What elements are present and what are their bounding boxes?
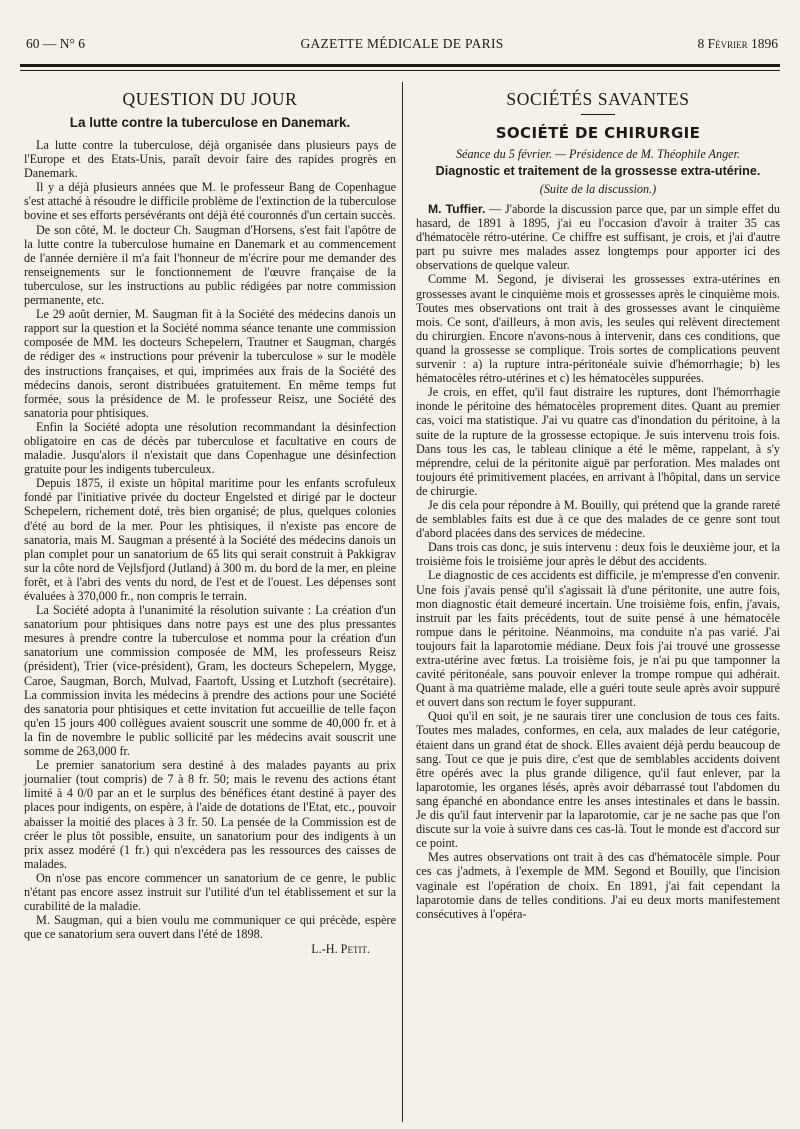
paragraph: Il y a déjà plusieurs années que M. le professeur Bang de Copenhague s'est attaché à résoudre le difficile problème de l'extinction de la tuberculose bovine et ses efforts persévérants ont déjà été couronnés d'un certain succès. bbox=[24, 180, 396, 223]
page-number: 60 — N° 6 bbox=[26, 36, 86, 51]
discussion-topic: Diagnostic et traitement de la grossesse extra-utérine. bbox=[435, 164, 761, 178]
paragraph: Le premier sanatorium sera destiné à des malades payants au prix journalier (tout compris) de 7 à 8 fr. 50; mais le revenu des actions étant limité à 4 0/0 par an et le surplus des bénéfices étant destiné à payer des places pour indigents, on espère, à l'aide de dotations de l'Etat, etc., pouvoir abaisser la moitié des places à 3 fr. 50. La pensée de la Commission est de créer le plus tôt possible, ensuite, un sanatorium pour des indigents à un prix assez modéré (1 fr.) qui n'excédera pas les ressources des caisses de malades. bbox=[24, 758, 396, 871]
paragraph: Je crois, en effet, qu'il faut distraire les ruptures, dont l'hémorrhagie inonde le péritoine des hématocèles proprement dites. Quant au premier cas, voici ma statistique. J'ai vu quatre cas d'inondation du péritoine, à la suite de la rupture de la grossesse ectopique. Je suis intervenu trois fois. Dans tous les cas, le tableau clinique a été le même, rappelant, à s'y méprendre, celui de la péritonite aiguë par perforation. Mes malades ont toujours été primitivement placées, en arrivant à l'hôpital, dans un service de chirurgie. bbox=[416, 385, 780, 498]
right-column bbox=[416, 86, 780, 921]
journal-title: GAZETTE MÉDICALE DE PARIS bbox=[300, 36, 504, 51]
paragraph: La Société adopta à l'unanimité la résolution suivante : La création d'un sanatorium pour phtisiques dans notre pays est une des plus pressantes mesures à prendre contre la tuberculose et nomma pour la création d'un sanatorium une commission composée de MM, les professeurs Reisz (président), Trier (vice-président), Gram, les docteurs Schepelern, Mygge, Caroe, Saugman, Borch, Mulvad, Faartoft, Ussing et Lutzhoft (secrétaire). La commission invita les médecins à prendre des actions pour une Société des sanatoria pour phtisiques et cette invitation fut accueillie de telle façon qu'en 15 jours 400 collègues avaient souscrit une somme de 40,000 fr. et à la fin de novembre le public sollicité par les médecins avait souscrit une somme de 263,000 fr. bbox=[24, 603, 396, 759]
section-title-societes-savantes: SOCIÉTÉS SAVANTES bbox=[506, 89, 690, 109]
paragraph: Le diagnostic de ces accidents est difficile, je m'empresse d'en convenir. Une fois j'avais pensé qu'il s'agissait là d'une péritonite, une autre fois, mon diagnostic était demeuré incertain. Une troisième fois, enfin, j'avais, instruit par les faits précédents, tout de suite pensé à une hématocèle rompue dans le péritoine. Néanmoins, ma conduite n'a pas varié. J'ai toujours fait la laparotomie médiane. Deux fois j'ai trouvé une grossesse extra-utérine avec fœtus. La troisième fois, je n'ai pu que tamponner la cavité péritonéale, sans pouvoir enlever la trompe rompue qui adhérait. Quant à ma quatrième malade, elle a guéri toute seule après avoir suppuré et ouvert dans son rectum le foyer suppurant. bbox=[416, 568, 780, 710]
society-name: SOCIÉTÉ DE CHIRURGIE bbox=[495, 124, 701, 142]
header-rule-thick bbox=[20, 64, 780, 67]
issue-date: 8 Février 1896 bbox=[697, 36, 778, 51]
discussion-continued: (Suite de la discussion.) bbox=[539, 182, 657, 196]
paragraph: On n'ose pas encore commencer un sanatorium de ce genre, le public n'étant pas encore assez instruit sur l'utilité d'un tel établissement et sur la curabilité de la maladie. bbox=[24, 870, 396, 914]
speaker-name: M. Tuffier. bbox=[428, 202, 486, 216]
header-rule-thin bbox=[20, 70, 780, 71]
column-divider bbox=[402, 82, 403, 1122]
paragraph: Depuis 1875, il existe un hôpital maritime pour les enfants scrofuleux fondé par l'initiative privée du docteur Engelsted et dirigé par le docteur Schepelern, richement doté, très bien organisé; de plus, quelques colonies d'été au bord de la mer. Pour les phtisiques, il n'existe pas encore de sanatoria, mais M. Saugman a présenté à la Société des médecins danois un plan complet pour un sanatorium de 65 lits qui serait construit à Pakkigrav sur la côte nord de Vejlsfjord (Jutland) à 300 m. du bord de la mer, en pleine forêt, et à l'abri des vents du nord, de l'est et de l'ouest. Les dépenses sont évaluées à 370,000 fr., non compris le terrain. bbox=[24, 476, 396, 603]
short-divider bbox=[581, 114, 615, 115]
paragraph-text: — J'aborde la discussion parce que, par un simple effet du hasard, de 1891 à 1895, j'ai eu l'occasion d'avoir à traiter 35 cas d'hématocèle rétro-utérine. Ce chiffre est suffisant, je crois, et j'ai d'autre part pu suivre mes malades assez longtemps pour apporter ici des observations de quelque valeur. bbox=[416, 202, 780, 273]
paragraph: Enfin la Société adopta une résolution recommandant la désinfection obligatoire en cas de décès par tuberculose et facultative en cours de maladie. Jusqu'alors il n'existait que dans Copenhague une désinfection gratuite pour les indigents tuberculeux. bbox=[24, 419, 396, 477]
paragraph: Quoi qu'il en soit, je ne saurais tirer une conclusion de tous ces faits. Toutes mes malades, conformes, en cela, aux malades de leur catégorie, étaient dans un grand état de shock. Elles avaient déjà perdu beaucoup de sang. Tout ce que je puis dire, c'est que de semblables accidents doivent être opérés avec la plus grande diligence, qu'il faut enlever, par la laparotomie, les organes lésés, après avoir débarrassé tout l'abdomen du sang épanché en abondance entre les anses intestinales et dans le bassin. Je dis qu'il faut intervenir par la laparotomie, car je ne sache pas que l'on discute sur la voie à suivre dans ces cas-là. Tout le monde est d'accord sur ce point. bbox=[416, 709, 780, 851]
paragraph: Le 29 août dernier, M. Saugman fit à la Société des médecins danois un rapport sur la question et la Société nomma séance tenante une commission composée de MM. les docteurs Schepelern, Trautner et Saugman, chargés de rédiger des « instructions pour prévenir la tuberculose » sur le modèle des instructions françaises, et qui, imprimées aux frais de la Société des médecins danois, seront distribuées gratuitement. En même temps fut formée, sous la présidence de M. le professeur Reisz, une Société des sanatoria pour phtisiques. bbox=[24, 307, 396, 420]
paragraph: Dans trois cas donc, je suis intervenu : deux fois le deuxième jour, et la troisième fois le troisième jour après le début des accidents. bbox=[416, 540, 780, 569]
author-signature: L.-H. Petit. bbox=[311, 942, 370, 957]
page-header bbox=[26, 36, 778, 58]
paragraph: Je dis cela pour répondre à M. Bouilly, qui prétend que la grande rareté de semblables faits est due à ce que des malades de ce genre sont tout d'abord placées dans des services de médecine. bbox=[416, 497, 780, 541]
paragraph bbox=[416, 202, 780, 272]
paragraph: La lutte contre la tuberculose, déjà organisée dans plusieurs pays de l'Europe et des Etats-Unis, paraît devoir faire des rapides progrès en Danemark. bbox=[24, 138, 396, 181]
article-subtitle: La lutte contre la tuberculose en Danemark. bbox=[69, 115, 351, 130]
paragraph: Comme M. Segond, je diviserai les grossesses extra-utérines en grossesses avant le cinquième mois et grossesses après le cinquième mois. Toutes mes observations ont trait à des grossesses avant le cinquième mois. Ce sont, d'ailleurs, à mon avis, les seules qui relèvent directement du chirurgien. Encore n'avons-nous à intervenir, dans ces conditions, que quand la grossesse se complique. Trois sortes de complications peuvent survenir : a) la rupture intra-péritonéale suivie d'hémorrhagie; b) les hématocèles rétro-utérines et c) les hématocèles suppurées. bbox=[416, 272, 780, 386]
paragraph: De son côté, M. le docteur Ch. Saugman d'Horsens, s'est fait l'apôtre de la lutte contre la tuberculose humaine en Danemark et au commencement de l'année dernière il m'a fait l'honneur de m'écrire pour me demander des renseignements sur le fonctionnement de l'œuvre française de la tuberculose, sur les instructions au public rédigées par notre commission permanente, etc. bbox=[24, 222, 396, 308]
paragraph: M. Saugman, qui a bien voulu me communiquer ce qui précède, espère que ce sanatorium sera ouvert dans l'été de 1898. bbox=[24, 913, 396, 942]
session-info: Séance du 5 février. — Présidence de M. Théophile Anger. bbox=[455, 147, 741, 161]
section-title-question-du-jour: QUESTION DU JOUR bbox=[122, 89, 298, 109]
left-column bbox=[24, 86, 396, 957]
paragraph: Mes autres observations ont trait à des cas d'hématocèle simple. Pour ces cas j'admets, à l'exemple de MM. Segond et Bouilly, que l'incision vaginale est l'opération de choix. En 1891, j'ai fait cependant la laparotomie dans de telles conditions. J'ai eu deux morts manifestement consécutives à l'opéra- bbox=[416, 850, 780, 921]
